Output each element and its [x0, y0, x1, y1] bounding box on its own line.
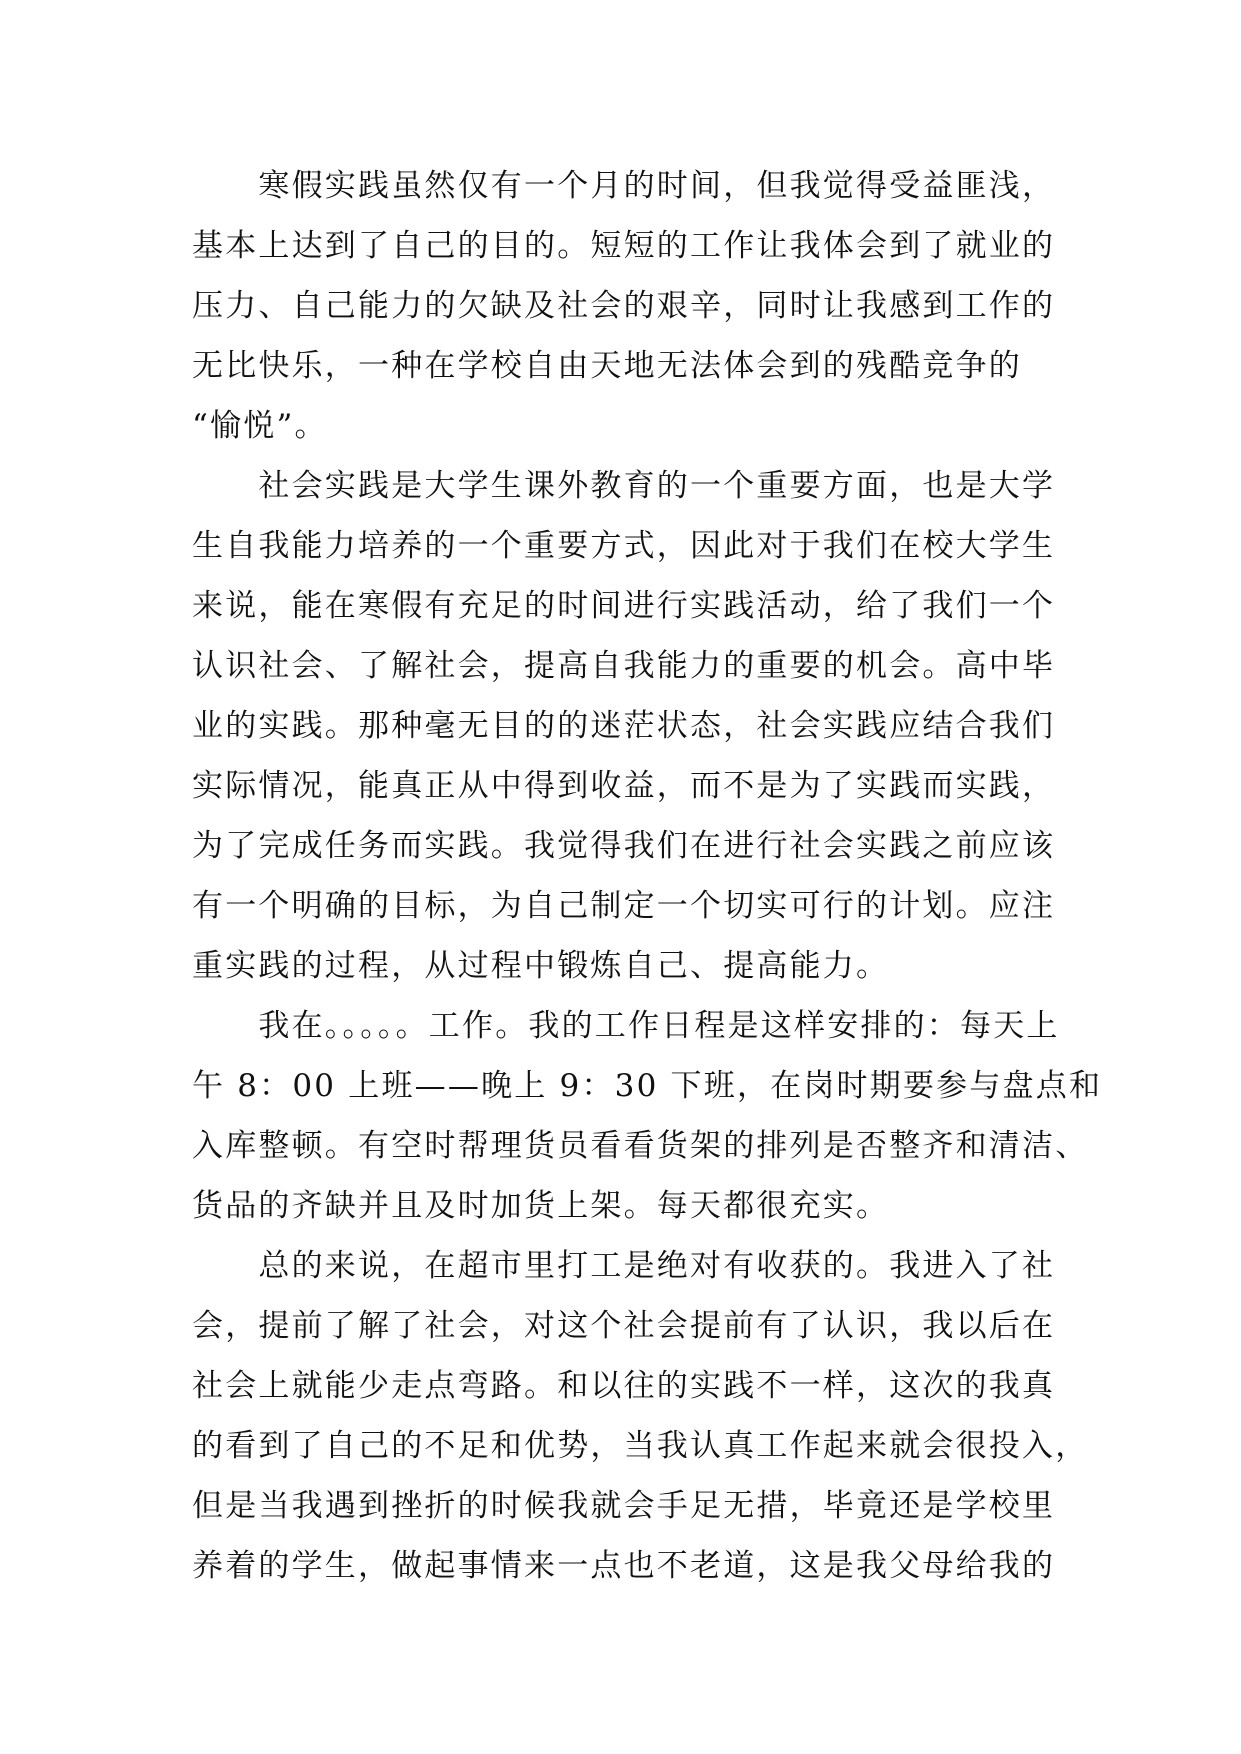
text-line: 生自我能力培养的一个重要方式，因此对于我们在校大学生 — [192, 528, 1056, 564]
text-line: 为了完成任务而实践。我觉得我们在进行社会实践之前应该 — [192, 828, 1056, 864]
text-line: 重实践的过程，从过程中锻炼自己、提高能力。 — [192, 948, 890, 984]
paragraph-2 — [192, 456, 1072, 996]
text-line: 基本上达到了自己的目的。短短的工作让我体会到了就业的 — [192, 228, 1056, 264]
text-line: 我在。。。。。工作。我的工作日程是这样安排的：每天上 — [192, 1008, 1060, 1044]
text-line: 实际情况，能真正从中得到收益，而不是为了实践而实践， — [192, 768, 1056, 804]
paragraph-4 — [192, 1236, 1089, 1596]
text-line: 来说，能在寒假有充足的时间进行实践活动，给了我们一个 — [192, 588, 1056, 624]
text-line: 但是当我遇到挫折的时候我就会手足无措，毕竟还是学校里 — [192, 1488, 1056, 1524]
text-line: 午 8：00 上班——晚上 9：30 下班，在岗时期要参与盘点和 — [192, 1068, 1103, 1104]
paragraph-1 — [192, 156, 1072, 456]
text-line: 压力、自己能力的欠缺及社会的艰辛，同时让我感到工作的 — [192, 288, 1056, 324]
text-line: 社会实践是大学生课外教育的一个重要方面，也是大学 — [192, 468, 1056, 504]
text-line: 养着的学生，做起事情来一点也不老道，这是我父母给我的 — [192, 1548, 1056, 1584]
text-line: 会，提前了解了社会，对这个社会提前有了认识，我以后在 — [192, 1308, 1056, 1344]
document-body — [192, 156, 1103, 1596]
text-line: 总的来说，在超市里打工是绝对有收获的。我进入了社 — [192, 1248, 1056, 1284]
text-line: 认识社会、了解社会，提高自我能力的重要的机会。高中毕 — [192, 648, 1056, 684]
text-line: 社会上就能少走点弯路。和以往的实践不一样，这次的我真 — [192, 1368, 1056, 1404]
paragraph-3 — [192, 996, 1103, 1236]
text-line: 业的实践。那种毫无目的的迷茫状态，社会实践应结合我们 — [192, 708, 1056, 744]
text-line: 入库整顿。有空时帮理货员看看货架的排列是否整齐和清洁、 — [192, 1128, 1089, 1164]
text-line: 有一个明确的目标，为自己制定一个切实可行的计划。应注 — [192, 888, 1056, 924]
text-line: 的看到了自己的不足和优势，当我认真工作起来就会很投入， — [192, 1428, 1089, 1464]
text-line: 货品的齐缺并且及时加货上架。每天都很充实。 — [192, 1188, 890, 1224]
text-line: “愉悦”。 — [192, 408, 328, 444]
text-line: 无比快乐，一种在学校自由天地无法体会到的残酷竞争的 — [192, 348, 1022, 384]
text-line: 寒假实践虽然仅有一个月的时间，但我觉得受益匪浅， — [192, 168, 1056, 204]
